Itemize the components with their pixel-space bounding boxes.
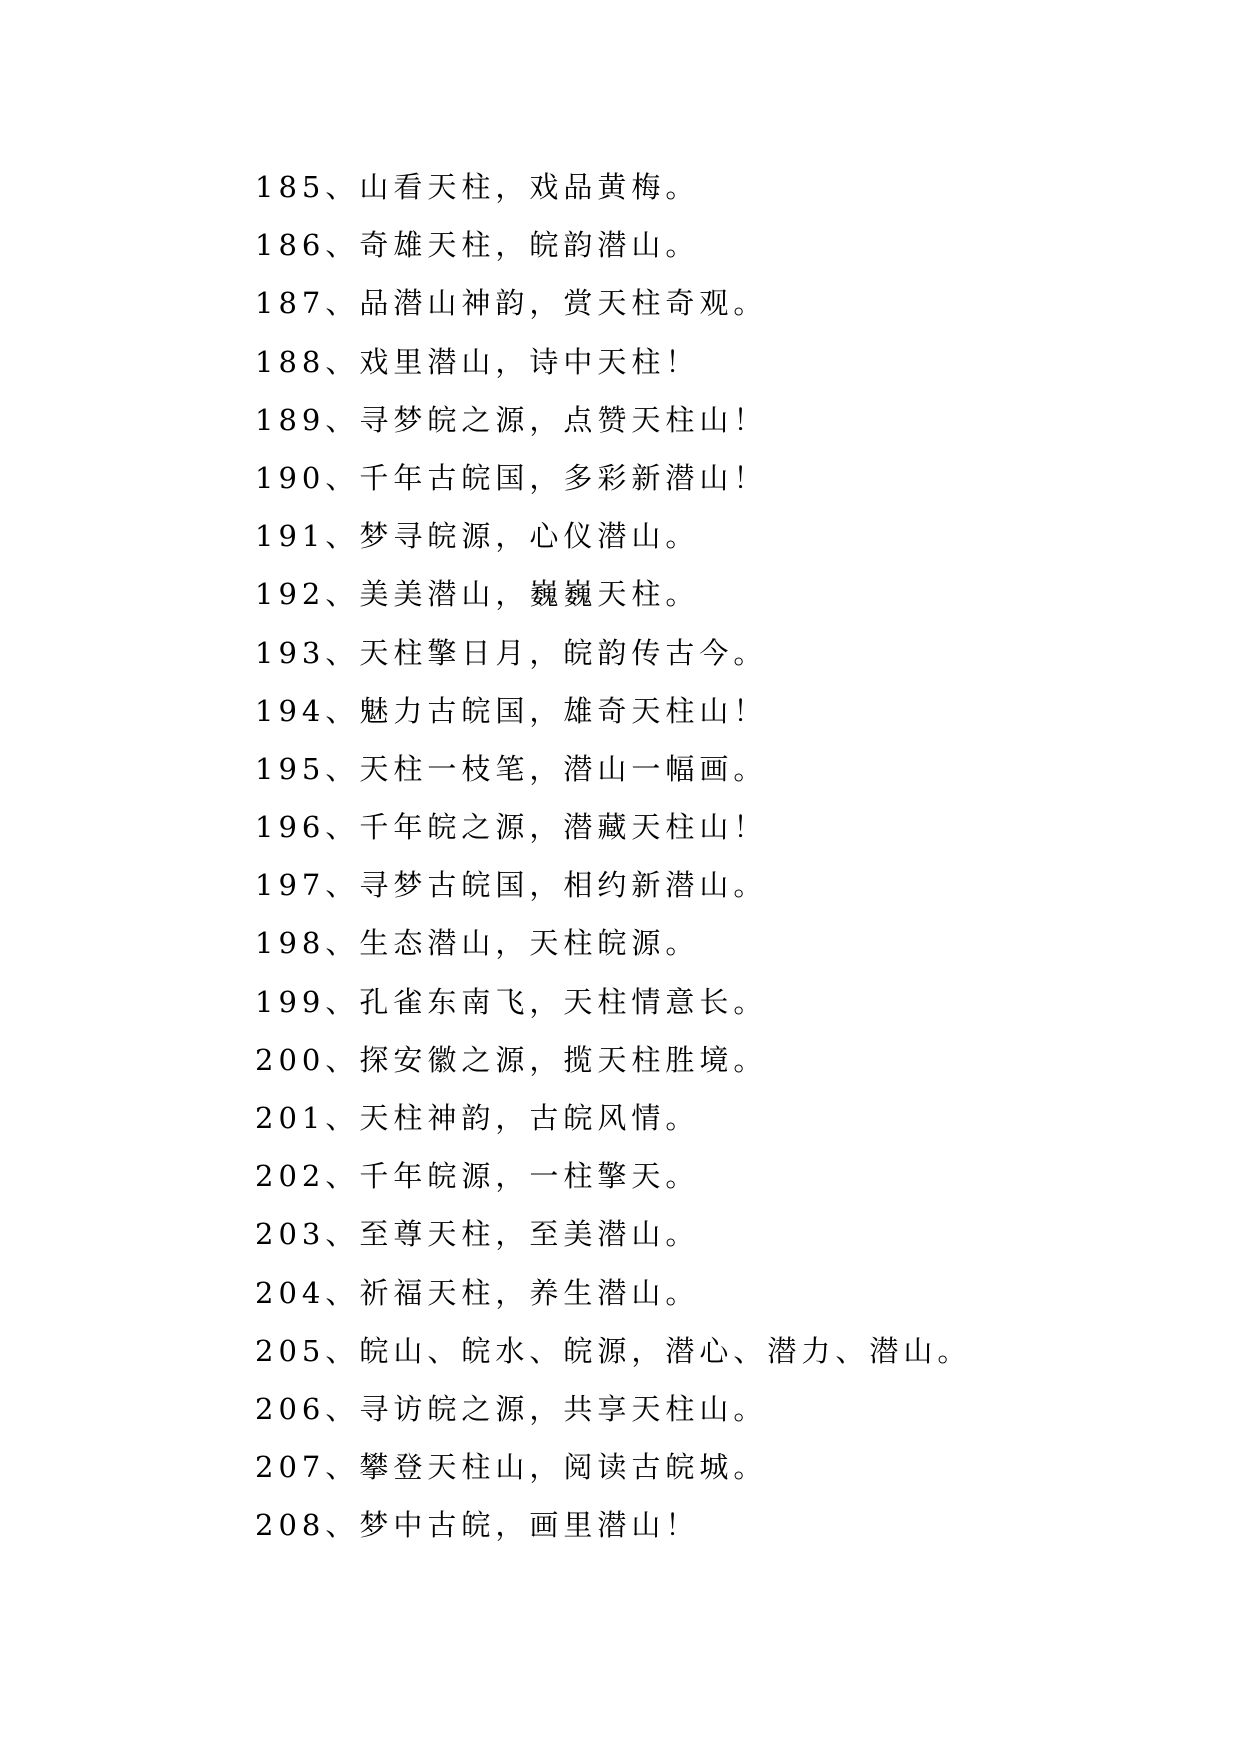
slogan-line: 194、魅力古皖国，雄奇天柱山！ [255,693,768,728]
slogan-line: 192、美美潜山，巍巍天柱。 [255,577,700,612]
slogan-line: 190、千年古皖国，多彩新潜山！ [255,460,768,495]
slogan-line: 204、祈福天柱，养生潜山。 [255,1275,700,1310]
slogan-line: 185、山看天柱，戏品黄梅。 [255,170,700,204]
slogan-line: 201、天柱神韵，古皖风情。 [255,1101,700,1135]
slogan-line: 202、千年皖源，一柱擎天。 [255,1159,700,1194]
slogan-line: 208、梦中古皖，画里潜山！ [255,1508,700,1543]
slogan-line: 187、品潜山神韵，赏天柱奇观。 [255,286,768,321]
slogan-line: 206、寻访皖之源，共享天柱山。 [255,1391,768,1426]
slogan-line: 200、探安徽之源，揽天柱胜境。 [255,1042,768,1077]
slogan-line: 196、千年皖之源，潜藏天柱山！ [255,810,768,845]
slogan-line: 197、寻梦古皖国，相约新潜山。 [255,868,768,903]
slogan-line: 195、天柱一枝笔，潜山一幅画。 [255,751,768,786]
slogan-line: 191、梦寻皖源，心仪潜山。 [255,519,700,554]
slogan-line: 189、寻梦皖之源，点赞天柱山！ [255,402,768,437]
slogan-line: 198、生态潜山，天柱皖源。 [255,926,700,961]
slogan-line: 199、孔雀东南飞，天柱情意长。 [255,984,768,1019]
slogan-line: 193、天柱擎日月，皖韵传古今。 [255,635,768,670]
slogan-line: 205、皖山、皖水、皖源，潜心、潜力、潜山。 [255,1333,972,1368]
slogan-line: 188、戏里潜山，诗中天柱！ [255,344,700,379]
slogan-list [255,158,971,1555]
slogan-line: 186、奇雄天柱，皖韵潜山。 [255,228,700,263]
slogan-line: 207、攀登天柱山，阅读古皖城。 [255,1450,768,1485]
slogan-line: 203、至尊天柱，至美潜山。 [255,1217,700,1252]
